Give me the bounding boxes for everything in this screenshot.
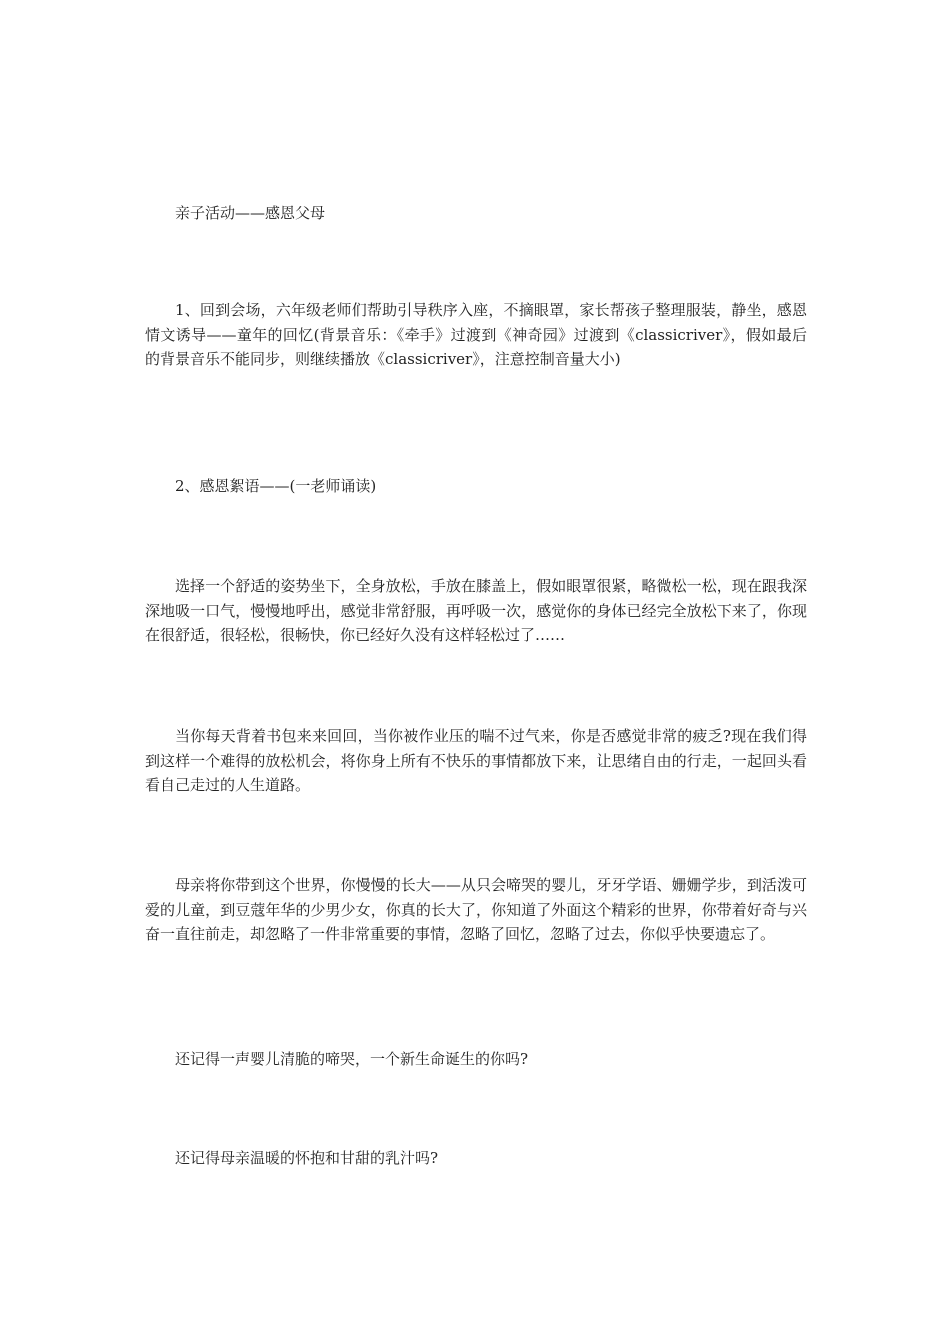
paragraph-5: 母亲将你带到这个世界，你慢慢的长大——从只会啼哭的婴儿，牙牙学语、姗姗学步，到活泼可爱的儿童，到豆蔻年华的少男少女，你真的长大了，你知道了外面这个精彩的世界，你带着好奇与兴奋一直往前走，却忽略了一件非常重要的事情，忽略了回忆，忽略了过去，你似乎快要遗忘了。 xyxy=(145,876,807,943)
paragraph-6: 还记得一声婴儿清脆的啼哭，一个新生命诞生的你吗? xyxy=(175,1050,529,1068)
paragraph-1: 1、回到会场，六年级老师们帮助引导秩序入座，不摘眼罩，家长帮孩子整理服装，静坐，感恩情文诱导——童年的回忆(背景音乐：《牵手》过渡到《神奇园》过渡到《classicriver》，假如最后的背景音乐不能同步，则继续播放《classicriver》，注意控制音量大小) xyxy=(145,301,807,368)
document-title: 亲子活动——感恩父母 xyxy=(175,204,326,222)
paragraph-4: 当你每天背着书包来来回回，当你被作业压的喘不过气来，你是否感觉非常的疲乏?现在我们得到这样一个难得的放松机会，将你身上所有不快乐的事情都放下来，让思绪自由的行走，一起回头看看自己走过的人生道路。 xyxy=(145,727,807,794)
paragraph-3: 选择一个舒适的姿势坐下，全身放松，手放在膝盖上，假如眼罩很紧，略微松一松，现在跟我深深地吸一口气，慢慢地呼出，感觉非常舒服，再呼吸一次，感觉你的身体已经完全放松下来了，你现在很舒适，很轻松，很畅快，你已经好久没有这样轻松过了…… xyxy=(145,577,807,644)
paragraph-7: 还记得母亲温暖的怀抱和甘甜的乳汁吗? xyxy=(175,1149,439,1167)
paragraph-2: 2、感恩絮语——(一老师诵读) xyxy=(175,477,377,495)
